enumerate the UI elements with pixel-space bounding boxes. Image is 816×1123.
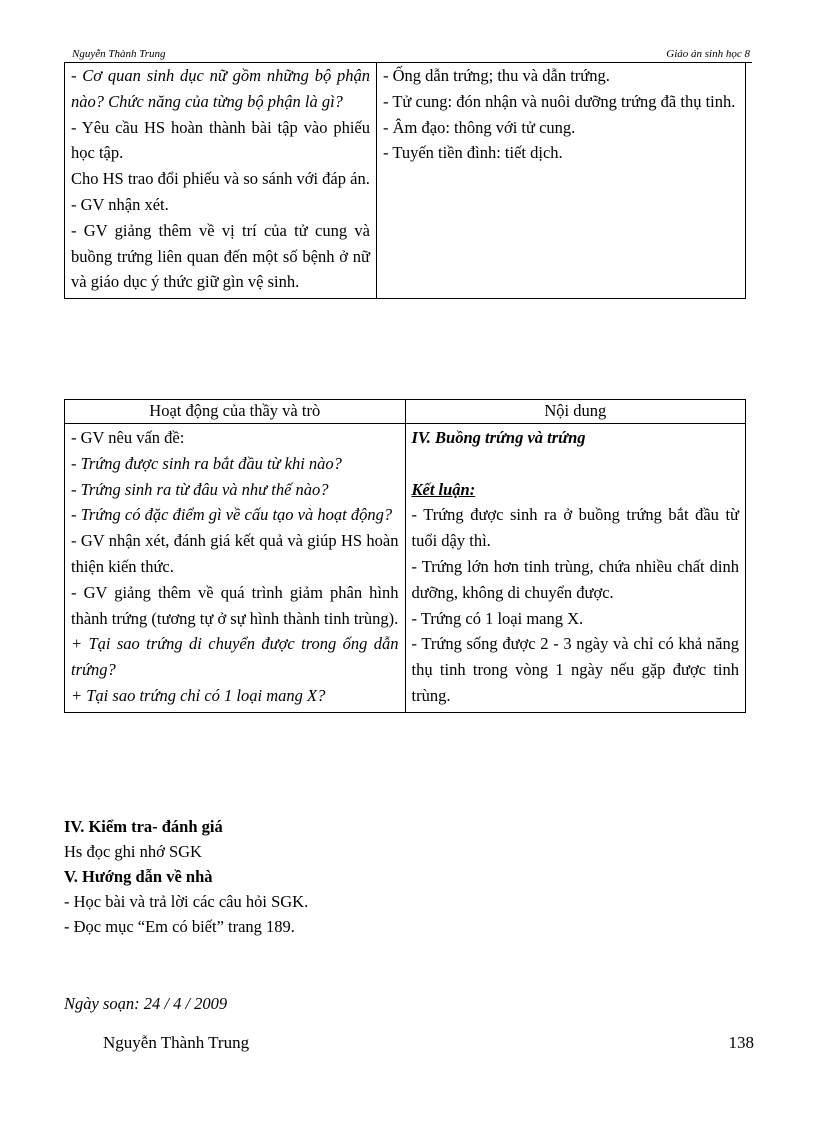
paragraph: - Tử cung: đón nhận và nuôi dưỡng trứng đã thụ tinh. <box>383 91 736 111</box>
paragraph: - Âm đạo: thông với tử cung. <box>383 117 576 137</box>
paragraph: - Trứng sống được 2 - 3 ngày và chỉ có khả năng thụ tinh trong vòng 1 ngày nếu gặp được tinh trùng. <box>411 634 739 705</box>
paragraph: - Yêu cầu HS hoàn thành bài tập vào phiếu học tập. <box>71 117 370 163</box>
paragraph: + Tại sao trứng chỉ có 1 loại mang X? <box>71 685 326 705</box>
paragraph: - GV giảng thêm về vị trí của tử cung và buồng trứng liên quan đến một số bệnh ở nữ và giáo dục ý thức giữ gìn vệ sinh. <box>71 220 370 292</box>
paragraph: - Cơ quan sinh dục nữ gồm những bộ phận nào? Chức năng của từng bộ phận là gì? <box>71 66 370 111</box>
paragraph: - Trứng lớn hơn tinh trùng, chứa nhiều chất dinh dưỡng, không di chuyển được. <box>411 556 739 602</box>
column-header-content: Nội dung <box>405 400 746 424</box>
content-list <box>412 502 740 708</box>
paragraph: - GV nhận xét. <box>71 194 169 214</box>
paragraph: - Ống dẫn trứng; thu và dẫn trứng. <box>383 66 610 85</box>
content-cell <box>377 62 746 299</box>
paragraph: - Trứng được sinh ra ở buồng trứng bắt đầu từ tuổi dậy thì. <box>411 505 739 551</box>
teacher-activity-cell <box>65 424 406 713</box>
paragraph: - GV nêu vấn đề: <box>71 428 185 447</box>
teacher-activity-list <box>71 63 370 295</box>
paragraph: - Trứng được sinh ra bắt đầu từ khi nào? <box>71 453 342 473</box>
content-list <box>383 63 739 166</box>
paragraph: - Tuyến tiền đình: tiết dịch. <box>383 143 563 163</box>
header-author: Nguyễn Thành Trung <box>72 48 166 60</box>
paragraph: - GV nhận xét, đánh giá kết quả và giúp HS hoàn thiện kiến thức. <box>71 531 399 576</box>
lesson-table-continued <box>64 62 746 299</box>
date-line: Ngày soạn: 24 / 4 / 2009 <box>64 994 228 1013</box>
content-cell <box>405 424 746 713</box>
section-5-item-2: - Đọc mục “Em có biết” trang 189. <box>64 917 295 936</box>
column-header-activity: Hoạt động của thầy và trò <box>65 400 406 424</box>
header-doc-title: Giáo án sinh học 8 <box>666 48 750 60</box>
section-4-text: Hs đọc ghi nhớ SGK <box>64 842 202 861</box>
paragraph: - Trứng có đặc điểm gì về cấu tạo và hoạt động? <box>71 505 393 525</box>
section-4-title: IV. Kiểm tra- đánh giá <box>64 817 223 836</box>
section-5-item-1: - Học bài và trả lời các câu hỏi SGK. <box>64 892 309 911</box>
paragraph: Cho HS trao đổi phiếu và so sánh với đáp án. <box>71 169 370 189</box>
teacher-activity-list <box>71 425 399 709</box>
teacher-activity-cell <box>65 62 377 299</box>
paragraph: + Tại sao trứng di chuyển được trong ống dẫn trứng? <box>71 634 399 680</box>
footer-author: Nguyễn Thành Trung <box>103 1033 250 1052</box>
section-heading: IV. Buồng trứng và trứng <box>411 428 586 447</box>
section-5-title: V. Hướng dẫn về nhà <box>64 867 213 886</box>
page-number: 138 <box>728 1033 754 1052</box>
lesson-table-ovary <box>64 399 746 713</box>
paragraph: - Trứng có 1 loại mang X. <box>411 608 584 628</box>
paragraph: - GV giảng thêm về quá trình giảm phân hình thành trứng (tương tự ở sự hình thành tinh trùng). <box>71 582 399 628</box>
paragraph: - Trứng sinh ra từ đâu và như thế nào? <box>71 479 329 499</box>
conclusion-label: Kết luận: <box>411 479 476 499</box>
spacer <box>412 451 740 477</box>
